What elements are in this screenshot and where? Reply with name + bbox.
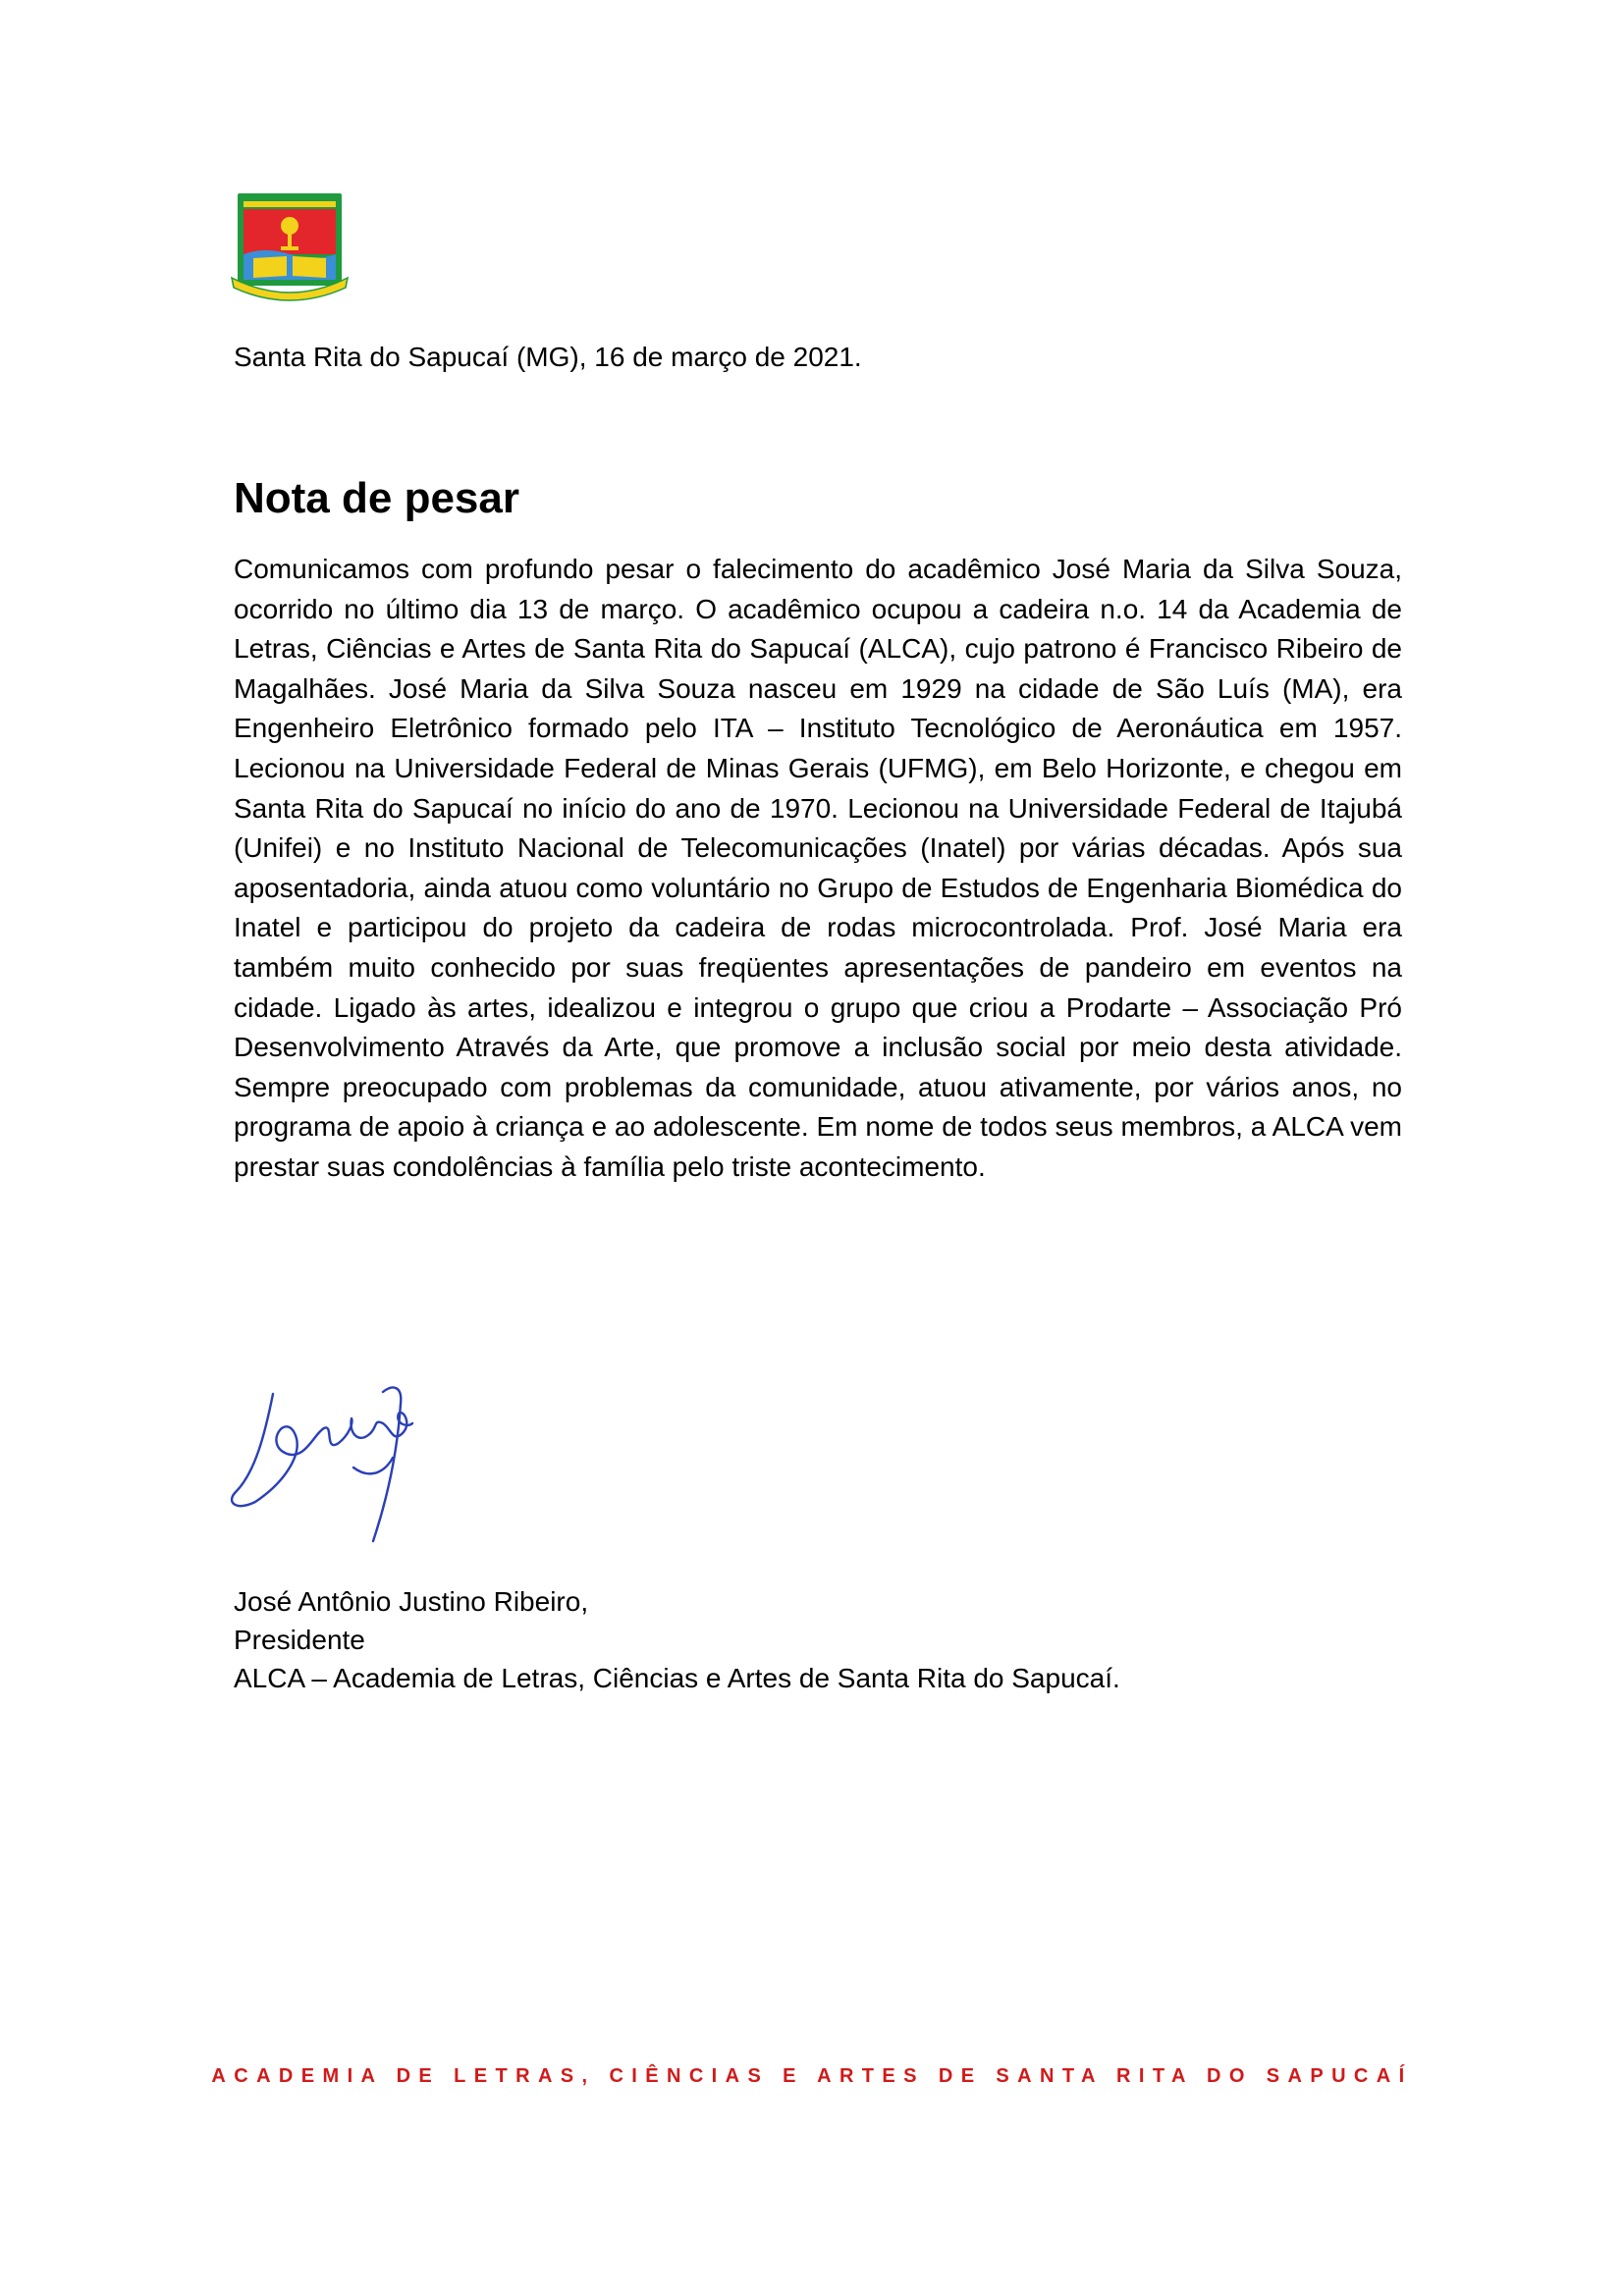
coat-of-arms-logo (230, 191, 350, 301)
dateline: Santa Rita do Sapucaí (MG), 16 de março de 2021. (234, 342, 862, 372)
signer-name: José Antônio Justino Ribeiro, (234, 1586, 589, 1617)
signer-role: Presidente (234, 1625, 365, 1655)
footer-organization: ACADEMIA DE LETRAS, CIÊNCIAS E ARTES DE SANTA RITA DO SAPUCAÍ (211, 2065, 1413, 2087)
body-paragraph: Comunicamos com profundo pesar o falecimento do acadêmico José Maria da Silva Souza, ocorrido no último dia 13 de março. O acadêmico ocupou a cadeira n.o. 14 da Academia de Letras, Ciências e Artes de Santa Rita do Sapucaí (ALCA), cujo patrono é Francisco Ribeiro de Magalhães. José Maria da Silva Souza nasceu em 1929 na cidade de São Luís (MA), era Engenheiro Eletrônico formado pelo ITA – Instituto Tecnológico de Aeronáutica em 1957. Lecionou na Universidade Federal de Minas Gerais (UFMG), em Belo Horizonte, e chegou em Santa Rita do Sapucaí no início do ano de 1970. Lecionou na Universidade Federal de Itajubá (Unifei) e no Instituto Nacional de Telecomunicações (Inatel) por várias décadas. Após sua aposentadoria, ainda atuou como voluntário no Grupo de Estudos de Engenharia Biomédica do Inatel e participou do projeto da cadeira de rodas microcontrolada. Prof. José Maria era também muito conhecido por suas freqüentes apresentações de pandeiro em eventos na cidade. Ligado às artes, idealizou e integrou o grupo que criou a Prodarte – Associação Pró Desenvolvimento Através da Arte, que promove a inclusão social por meio desta atividade. Sempre preocupado com problemas da comunidade, atuou ativamente, por vários anos, no programa de apoio à criança e ao adolescente. Em nome de todos seus membros, a ALCA vem prestar suas condolências à família pelo triste acontecimento. (234, 554, 1402, 1182)
signature-image (226, 1374, 422, 1580)
signature-block (234, 1582, 1120, 1697)
page-title: Nota de pesar (234, 474, 519, 522)
signer-organization: ALCA – Academia de Letras, Ciências e Artes de Santa Rita do Sapucaí. (234, 1663, 1120, 1693)
